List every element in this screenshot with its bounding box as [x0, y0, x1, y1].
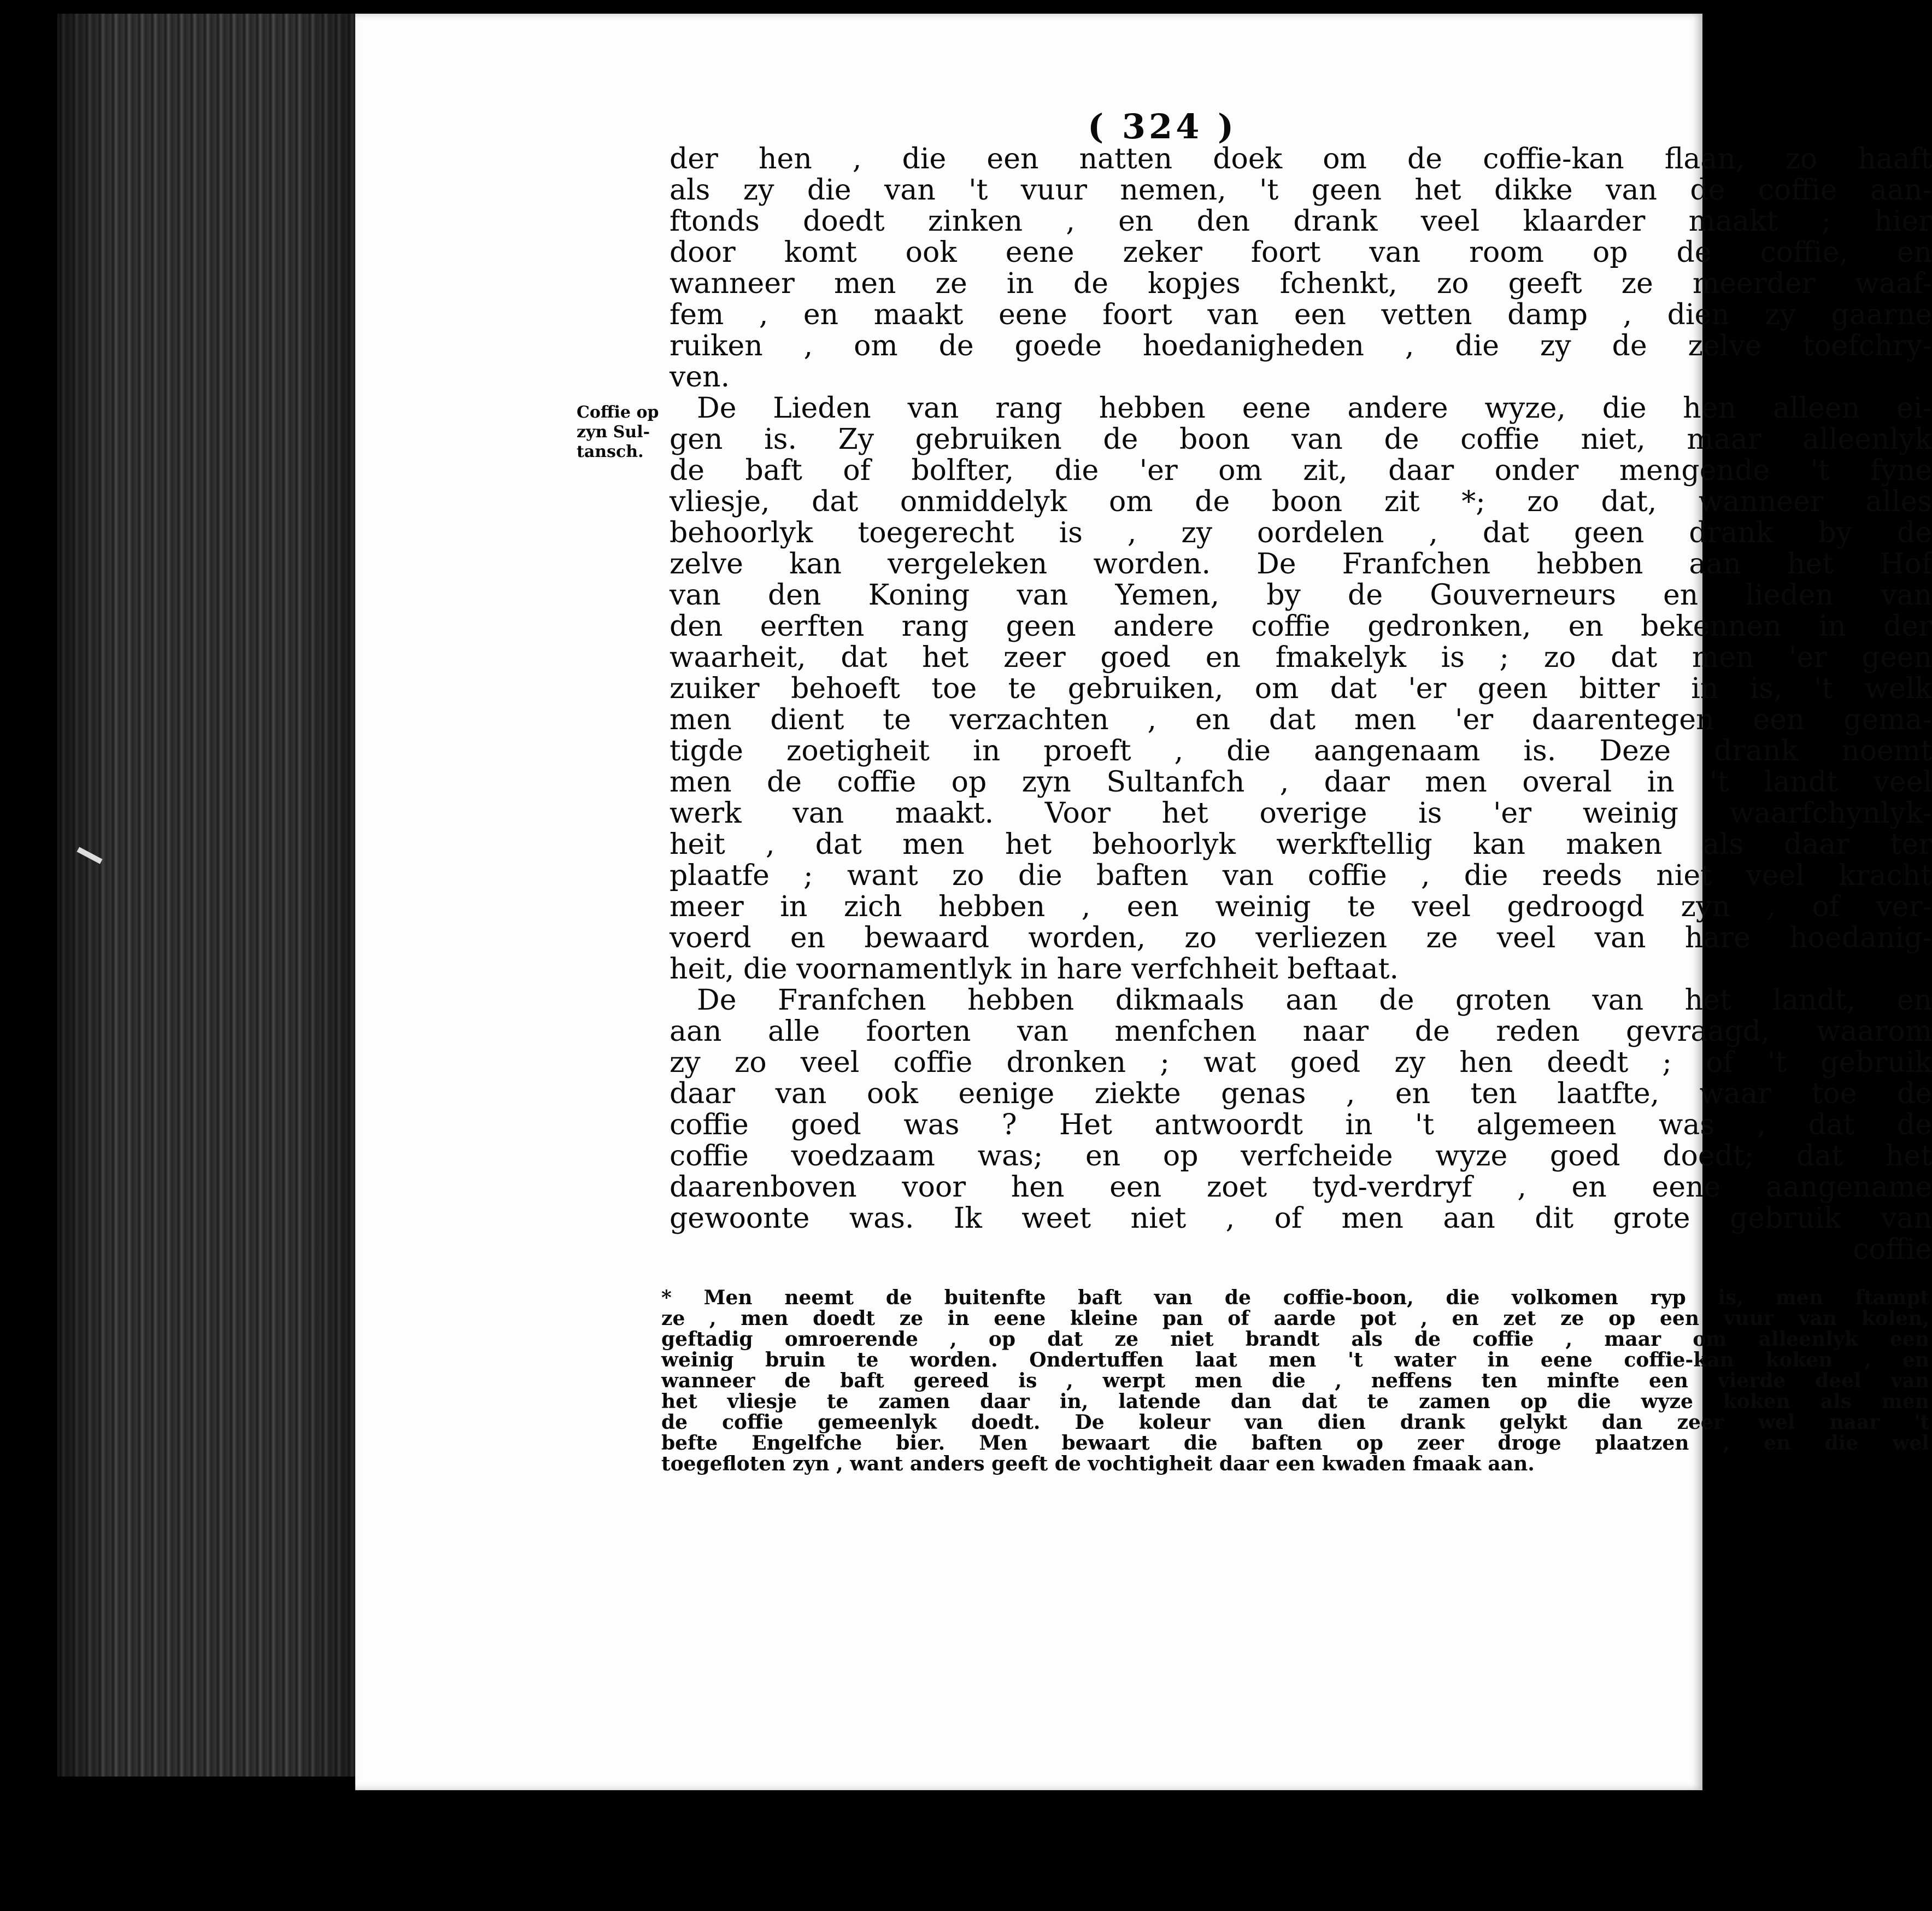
footnote-line: ze , men doedt ze in eene kleine pan of aarde pot , en zet ze op een vuur van kolen,	[661, 1307, 1929, 1330]
text-line: tigde zoetigheit in proeft , die aangenaam is. Deze drank noemt	[670, 735, 1932, 767]
footnote-line: geftadig omroerende , op dat ze niet brandt als de coffie , maar om alleenlyk een	[661, 1328, 1929, 1351]
text-line: men dient te verzachten , en dat men 'er daarentegen een gema-	[670, 704, 1932, 736]
margin-note-line: Coffie op	[577, 403, 659, 422]
footnote-line: weinig bruin te worden. Ondertuffen laat men 't water in eene coffie-kan koken , en	[661, 1349, 1929, 1371]
text-line: zelve kan vergeleken worden. De Franfchen hebben aan het Hof	[670, 548, 1932, 581]
footnote-line: * Men neemt de buitenfte baft van de coffie-boon, die volkomen ryp is, men ftampt	[661, 1286, 1929, 1309]
text-line: daarenboven voor hen een zoet tyd-verdryf , en eene aangename	[670, 1171, 1932, 1204]
text-line: aan alle foorten van menfchen naar de reden gevraagd, waarom	[670, 1015, 1932, 1048]
text-line: ruiken , om de goede hoedanigheden , die zy de zelve toefchry-	[670, 330, 1932, 362]
text-line: daar van ook eenige ziekte genas , en ten laatfte, waar toe de	[670, 1077, 1932, 1110]
text-line: voerd en bewaard worden, zo verliezen ze veel van hare hoedanig-	[670, 922, 1932, 954]
text-line: behoorlyk toegerecht is , zy oordelen , dat geen drank by de	[670, 517, 1932, 549]
main-text	[670, 144, 1932, 1265]
book-edge-shadow	[57, 14, 355, 1777]
text-line: gen is. Zy gebruiken de boon van de coffie niet, maar alleenlyk	[670, 423, 1932, 456]
margin-note	[577, 403, 670, 462]
text-line: men de coffie op zyn Sultanfch , daar men overal in 't landt veel	[670, 766, 1932, 799]
margin-note-line: tansch.	[577, 442, 644, 461]
text-line: den eerften rang geen andere coffie gedronken, en bekennen in der	[670, 610, 1932, 643]
catchword: coffie	[1853, 1233, 1932, 1266]
footnote-line: toegefloten zyn , want anders geeft de vochtigheit daar een kwaden fmaak aan.	[661, 1452, 1535, 1475]
text-line: zy zo veel coffie dronken ; wat goed zy hen deedt ; of 't gebruik	[670, 1046, 1932, 1079]
page-number: ( 324 )	[1088, 107, 1237, 146]
text-line: ftonds doedt zinken , en den drank veel klaarder maakt ; hier	[670, 205, 1932, 238]
paragraph-1	[670, 144, 1932, 393]
text-line: coffie goed was ? Het antwoordt in 't algemeen was , dat de	[670, 1109, 1932, 1141]
footnote-line: befte Engelfche bier. Men bewaart die baften op zeer droge plaatzen , en die wel	[661, 1432, 1929, 1455]
text-line: De Lieden van rang hebben eene andere wyze, die hen alleen ei-	[697, 392, 1932, 425]
text-line: werk van maakt. Voor het overige is 'er weinig waarfchynlyk-	[670, 797, 1932, 830]
text-line: gewoonte was. Ik weet niet , of men aan dit grote gebruik van	[670, 1202, 1932, 1235]
book-page	[355, 14, 1932, 1790]
text-line: der hen , die een natten doek om de coffie-kan flaan, zo haaft	[670, 143, 1932, 175]
paragraph-3	[670, 985, 1932, 1265]
text-line: zuiker behoeft toe te gebruiken, om dat 'er geen bitter in is, 't welk	[670, 672, 1932, 705]
text-line: plaatfe ; want zo die baften van coffie , die reeds niet veel kracht	[670, 859, 1932, 892]
paragraph-2	[670, 393, 1932, 985]
text-line: vliesje, dat onmiddelyk om de boon zit *; zo dat, wanneer alles	[670, 485, 1932, 518]
margin-note-line: zyn Sul-	[577, 423, 650, 442]
text-line: fem , en maakt eene foort van een vetten damp , dien zy gaarne	[670, 298, 1932, 331]
footnote-line: de coffie gemeenlyk doedt. De koleur van dien drank gelykt dan zeer wel naar 't	[661, 1411, 1929, 1434]
text-line: heit , dat men het behoorlyk werkftellig kan maken als daar ter	[670, 828, 1932, 861]
text-line: waarheit, dat het zeer goed en fmakelyk is ; zo dat men 'er geen	[670, 641, 1932, 674]
text-line: van den Koning van Yemen, by de Gouverneurs en lieden van	[670, 579, 1932, 612]
footnote-line: wanneer de baft gereed is , werpt men die , neffens ten minfte een vierde deel van	[661, 1369, 1929, 1392]
footnote-line: het vliesje te zamen daar in, latende dan dat te zamen op die wyze koken als men	[661, 1390, 1929, 1413]
text-line: door komt ook eene zeker foort van room op de coffie, en	[670, 236, 1932, 269]
text-line: de baft of bolfter, die 'er om zit, daar onder mengende 't fyne	[670, 454, 1932, 487]
text-line: coffie voedzaam was; en op verfcheide wyze goed doedt; dat het	[670, 1140, 1932, 1173]
text-line: wanneer men ze in de kopjes fchenkt, zo geeft ze meerder waaf-	[670, 267, 1932, 300]
text-line: meer in zich hebben , een weinig te veel gedroogd zyn , of ver-	[670, 890, 1932, 923]
text-line: De Franfchen hebben dikmaals aan de groten van het landt, en	[697, 984, 1932, 1017]
text-line: heit, die voornamentlyk in hare verfchheit beftaat.	[670, 953, 1399, 986]
footnote	[661, 1287, 1929, 1474]
text-line: ven.	[670, 361, 730, 394]
text-line: als zy die van 't vuur nemen, 't geen het dikke van de coffie aan-	[670, 174, 1932, 207]
